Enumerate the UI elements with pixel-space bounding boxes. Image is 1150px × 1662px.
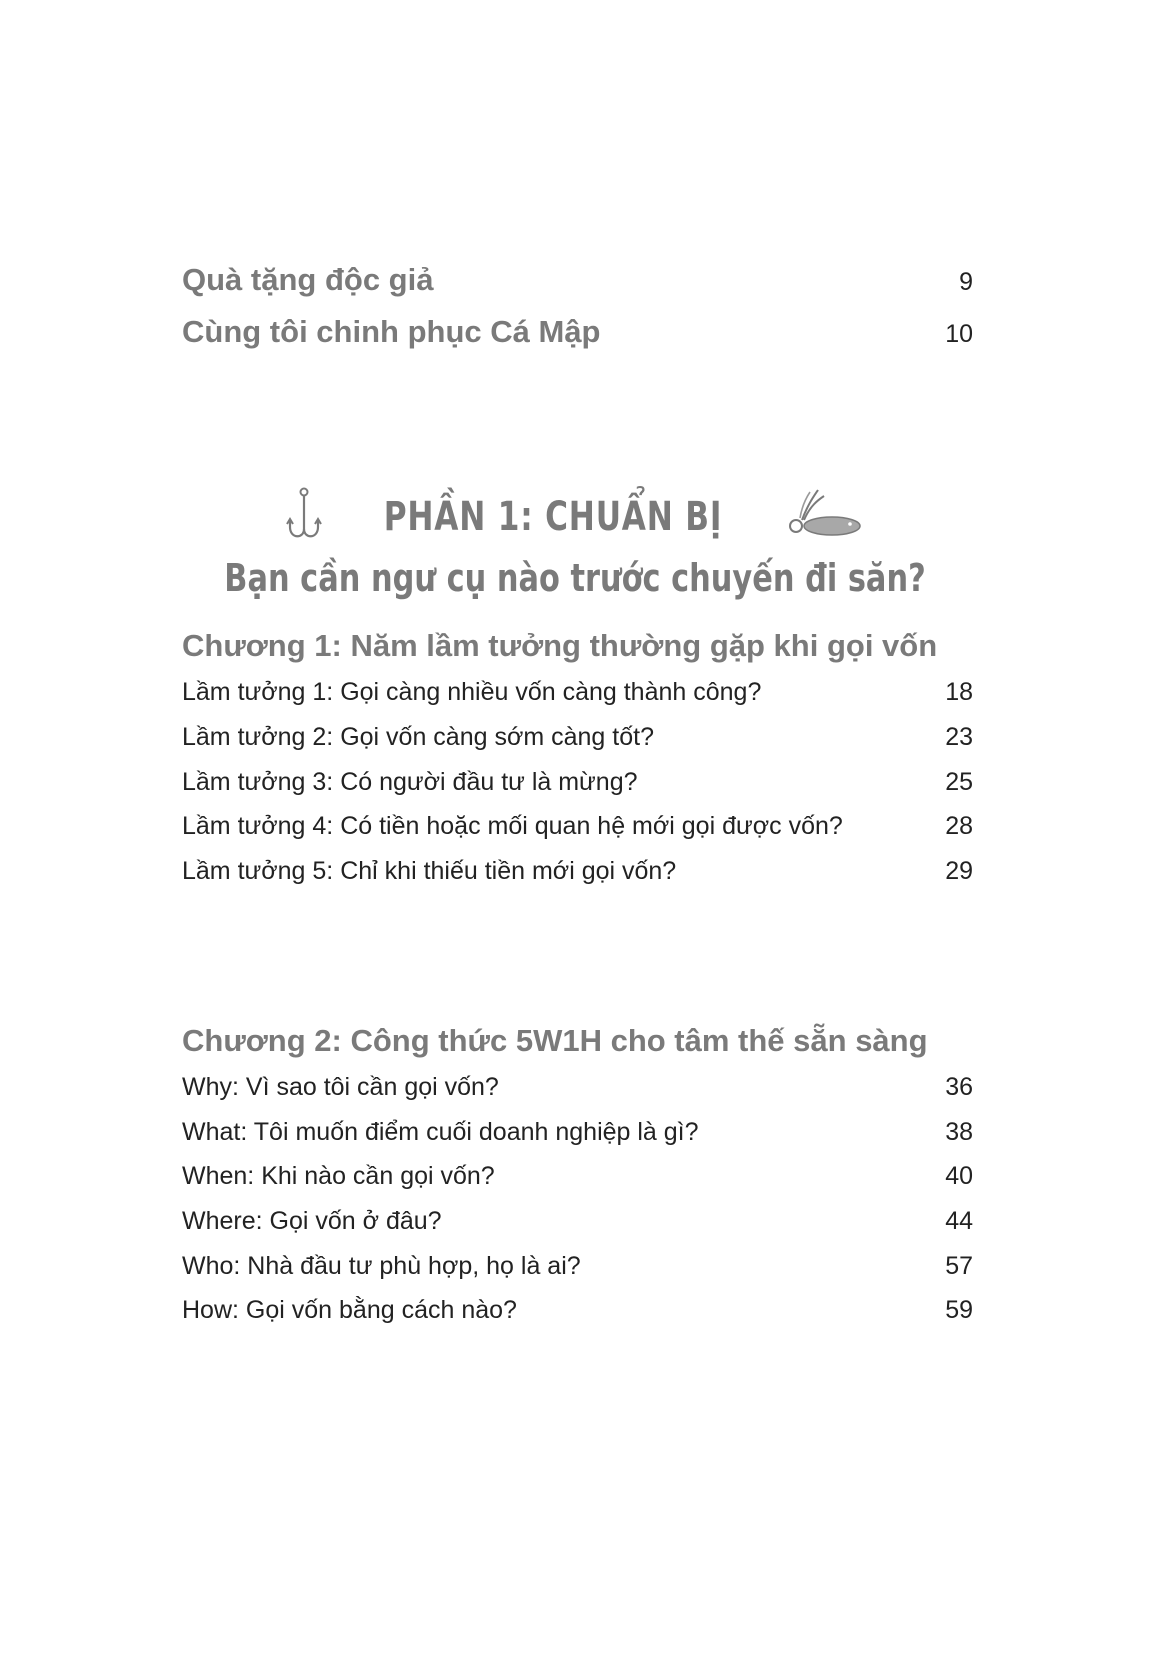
toc-entry-intro-1 [182, 262, 973, 298]
toc-entry-page: 40 [945, 1162, 973, 1190]
toc-entry [182, 812, 973, 841]
part-title: PHẦN 1: CHUẨN BỊ [383, 493, 723, 540]
toc-entry-title: Quà tặng độc giả [182, 262, 434, 297]
chapter-2-title: Chương 2: Công thức 5W1H cho tâm thế sẵn sàng [182, 1023, 928, 1058]
toc-entry-title: When: Khi nào cần gọi vốn? [182, 1162, 495, 1190]
toc-entry-page: 44 [945, 1207, 973, 1235]
toc-entry-page: 18 [945, 678, 973, 706]
toc-entry-title: Lầm tưởng 4: Có tiền hoặc mối quan hệ mới gọi được vốn? [182, 812, 843, 840]
toc-entry [182, 1296, 973, 1325]
toc-entry-title: Where: Gọi vốn ở đâu? [182, 1207, 442, 1235]
toc-entry-title: Lầm tưởng 3: Có người đầu tư là mừng? [182, 768, 638, 796]
toc-entry-title: How: Gọi vốn bằng cách nào? [182, 1296, 517, 1324]
toc-entry-page: 23 [945, 723, 973, 751]
toc-entry-page: 59 [945, 1296, 973, 1324]
part-subtitle: Bạn cần ngư cụ nào trước chuyến đi săn? [224, 556, 926, 600]
toc-entry-page: 28 [945, 812, 973, 840]
fishing-lure-icon [784, 486, 864, 547]
toc-entry [182, 857, 973, 886]
toc-entry-page: 38 [945, 1118, 973, 1146]
toc-entry-page: 10 [945, 320, 973, 348]
part-heading [0, 486, 1150, 547]
toc-entry [182, 723, 973, 752]
toc-entry [182, 1207, 973, 1236]
toc-entry-title: Why: Vì sao tôi cần gọi vốn? [182, 1073, 499, 1101]
toc-entry-title: Cùng tôi chinh phục Cá Mập [182, 314, 601, 349]
toc-entry-title: Lầm tưởng 1: Gọi càng nhiều vốn càng thành công? [182, 678, 762, 706]
toc-entry-page: 29 [945, 857, 973, 885]
toc-entry [182, 1118, 973, 1147]
toc-entry [182, 768, 973, 797]
toc-entry-page: 36 [945, 1073, 973, 1101]
toc-entry-page: 9 [959, 268, 973, 296]
toc-entry [182, 678, 973, 707]
toc-entry-page: 57 [945, 1252, 973, 1280]
toc-entry [182, 1252, 973, 1281]
fishing-hook-icon [286, 487, 322, 546]
toc-entry-title: Lầm tưởng 2: Gọi vốn càng sớm càng tốt? [182, 723, 654, 751]
toc-entry-title: Lầm tưởng 5: Chỉ khi thiếu tiền mới gọi vốn? [182, 857, 677, 885]
toc-entry-title: What: Tôi muốn điểm cuối doanh nghiệp là gì? [182, 1118, 699, 1146]
toc-entry [182, 1162, 973, 1191]
toc-entry-title: Who: Nhà đầu tư phù hợp, họ là ai? [182, 1252, 581, 1280]
toc-entry [182, 1073, 973, 1102]
toc-entry-intro-2 [182, 314, 973, 350]
toc-entry-page: 25 [945, 768, 973, 796]
chapter-1-title: Chương 1: Năm lầm tưởng thường gặp khi gọi vốn [182, 628, 938, 663]
